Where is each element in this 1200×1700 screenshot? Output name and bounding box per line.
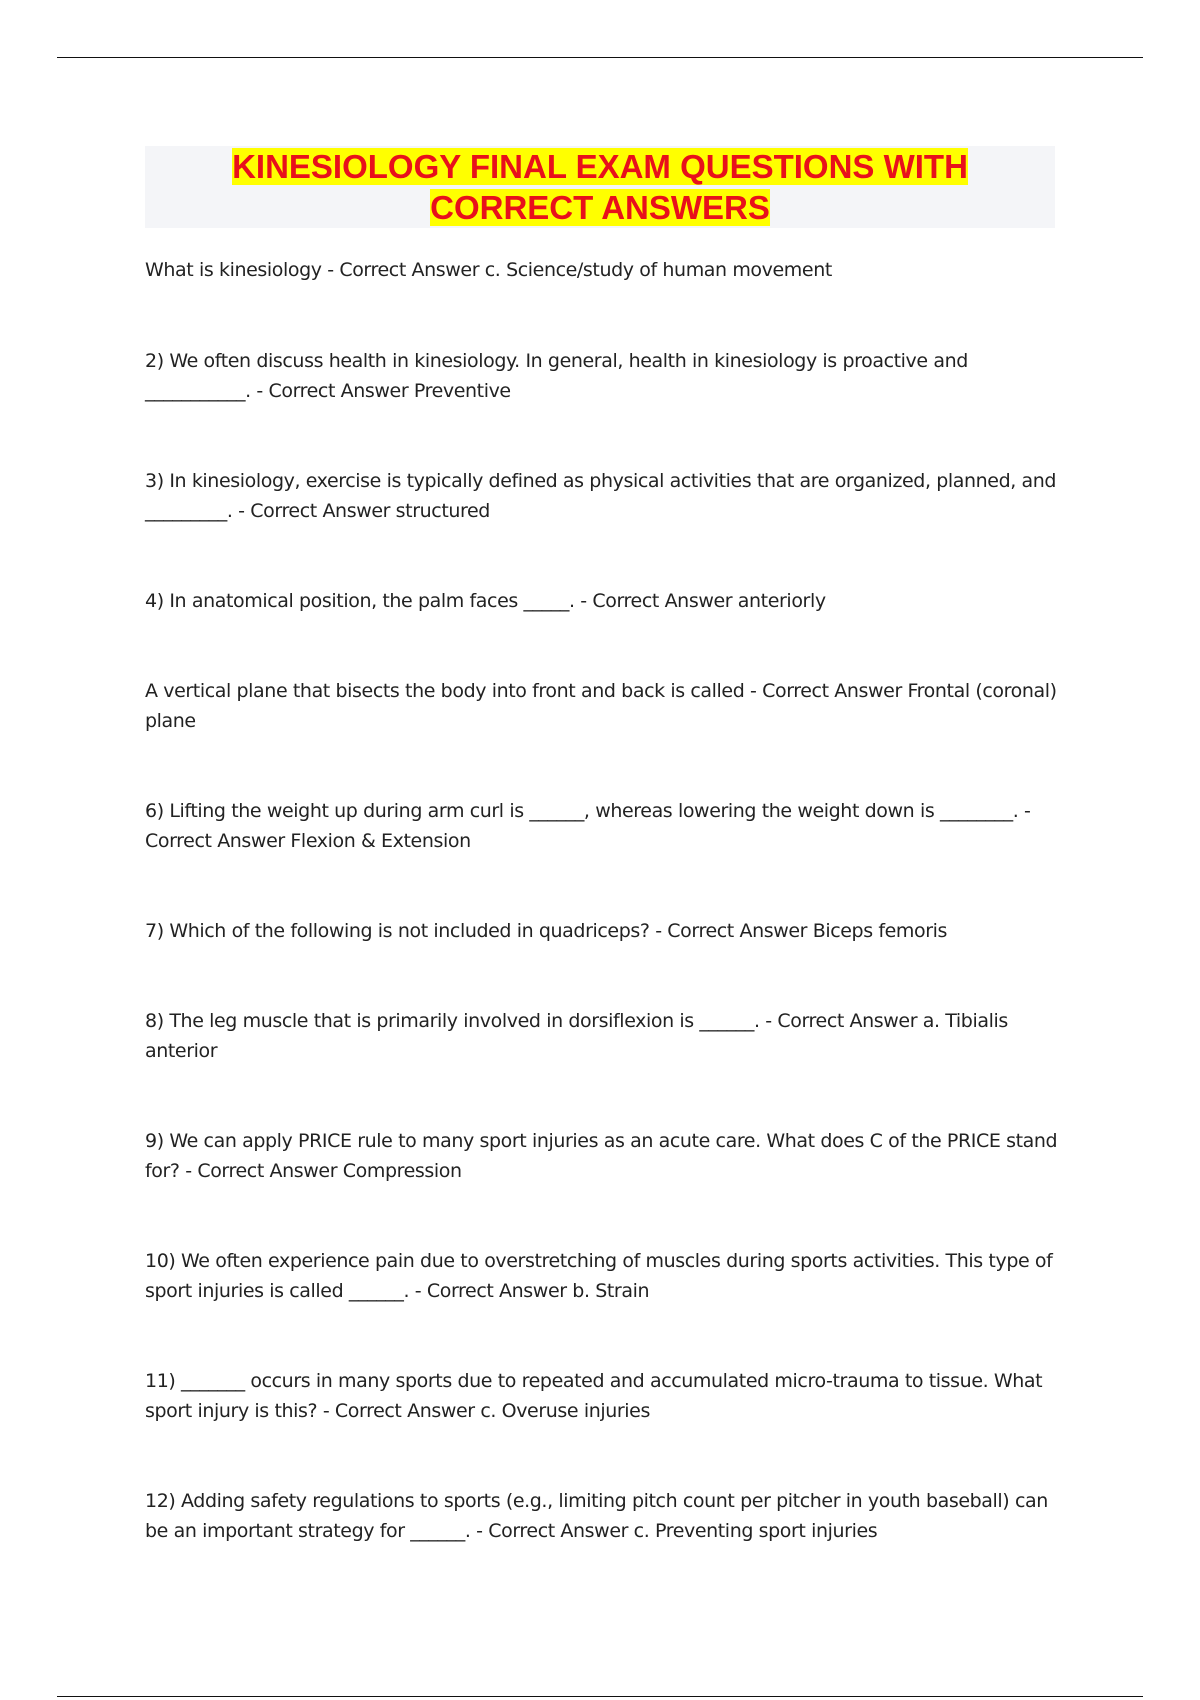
- qa-item-1: What is kinesiology - Correct Answer c. Science/study of human movement: [145, 259, 832, 281]
- qa-item-11: 11) _______ occurs in many sports due to repeated and accumulated micro-trauma to tissue. What sport injury is this? - Correct Answer c. Overuse injuries: [145, 1370, 1043, 1422]
- qa-item-5: A vertical plane that bisects the body into front and back is called - Correct Answer Frontal (coronal) plane: [145, 680, 1057, 732]
- title-line-2-wrap: [145, 187, 1055, 228]
- bottom-rule: [57, 1696, 1143, 1697]
- qa-item-12: 12) Adding safety regulations to sports (e.g., limiting pitch count per pitcher in youth baseball) can be an important strategy for ______. - Correct Answer c. Preventing sport injuries: [145, 1490, 1048, 1542]
- qa-item-2: 2) We often discuss health in kinesiology. In general, health in kinesiology is proactive and ___________. - Correct Answer Preventive: [145, 350, 968, 402]
- qa-item-6: 6) Lifting the weight up during arm curl is ______, whereas lowering the weight down is ________. - Correct Answer Flexion & Extension: [145, 800, 1031, 852]
- qa-item-10: 10) We often experience pain due to overstretching of muscles during sports activities. This type of sport injuries is called ______. - Correct Answer b. Strain: [145, 1250, 1053, 1302]
- document-title-line-1: KINESIOLOGY FINAL EXAM QUESTIONS WITH: [232, 148, 968, 185]
- qa-item-4: 4) In anatomical position, the palm faces _____. - Correct Answer anteriorly: [145, 590, 826, 612]
- document-title-line-2: CORRECT ANSWERS: [430, 189, 770, 226]
- qa-item-9: 9) We can apply PRICE rule to many sport injuries as an acute care. What does C of the PRICE stand for? - Correct Answer Compression: [145, 1130, 1058, 1182]
- qa-item-3: 3) In kinesiology, exercise is typically defined as physical activities that are organized, planned, and _________. - Correct Answer structured: [145, 470, 1057, 522]
- title-banner: [145, 146, 1055, 228]
- qa-item-7: 7) Which of the following is not included in quadriceps? - Correct Answer Biceps femoris: [145, 920, 948, 942]
- title-line-1-wrap: [145, 146, 1055, 187]
- qa-item-8: 8) The leg muscle that is primarily involved in dorsiflexion is ______. - Correct Answer a. Tibialis anterior: [145, 1010, 1008, 1062]
- top-rule: [57, 57, 1143, 58]
